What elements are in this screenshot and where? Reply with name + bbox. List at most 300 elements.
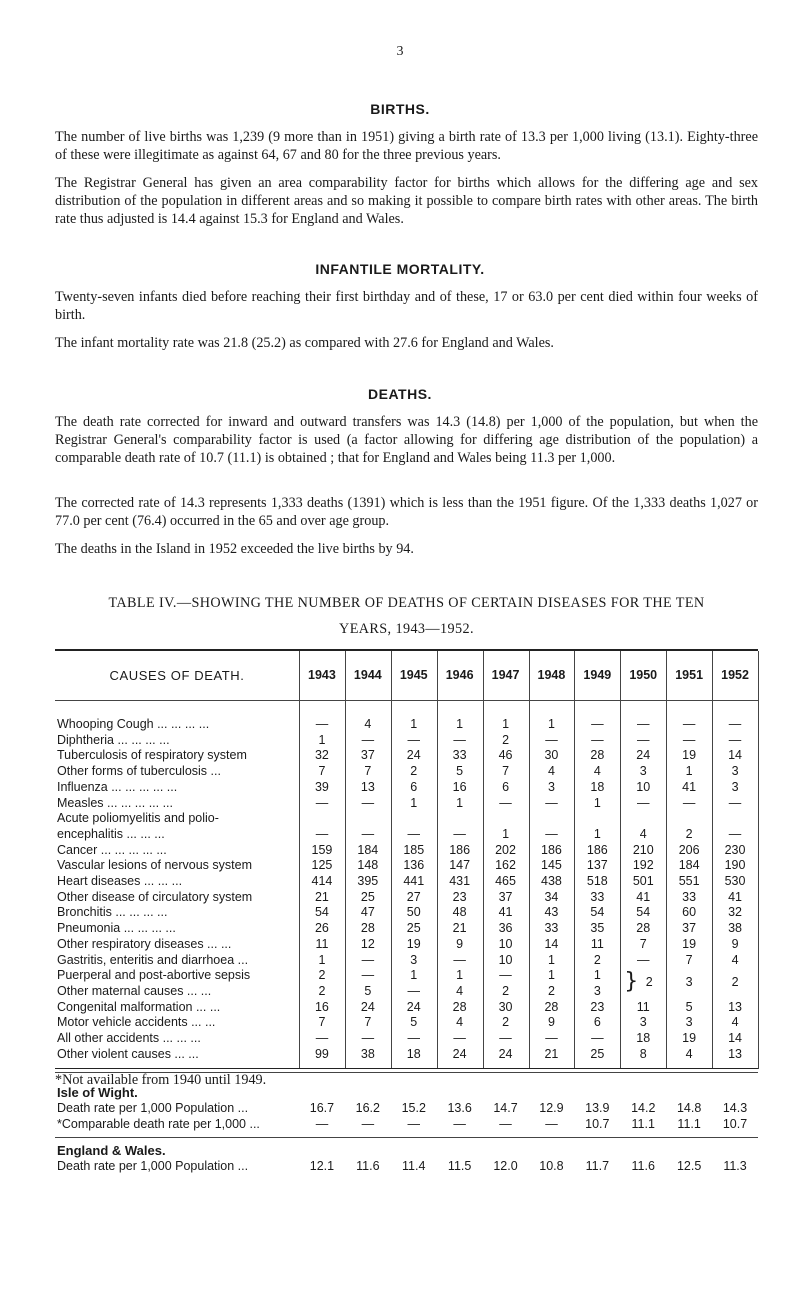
table-cell: 1 bbox=[547, 968, 555, 983]
table-cell: 12 bbox=[360, 936, 375, 951]
table-cell: 30 bbox=[498, 999, 513, 1014]
row-label: Influenza ... ... ... ... ... bbox=[57, 779, 178, 794]
table-cell: 3 bbox=[593, 983, 601, 998]
table-cell: 32 bbox=[728, 905, 742, 920]
table-cell: 10 bbox=[498, 952, 513, 967]
table-row bbox=[55, 921, 758, 937]
table-cell: — bbox=[728, 717, 742, 731]
year-header-1944: 1944 bbox=[353, 668, 382, 682]
table-cell: 35 bbox=[590, 921, 605, 936]
year-header-1947: 1947 bbox=[491, 668, 520, 682]
table-cell: 50 bbox=[406, 905, 421, 920]
table-row bbox=[55, 811, 758, 827]
table-cell: 18 bbox=[590, 779, 605, 794]
table-cell: 13.6 bbox=[447, 1101, 472, 1116]
table-row bbox=[55, 1047, 758, 1063]
table-cell: 2 bbox=[502, 983, 510, 998]
table-cell: — bbox=[636, 952, 650, 967]
table-cell: 4 bbox=[593, 764, 601, 779]
row-label: Measles ... ... ... ... ... bbox=[57, 795, 174, 810]
table-cell: 21 bbox=[452, 921, 467, 936]
table-cell: 210 bbox=[632, 842, 654, 857]
table-cell: 34 bbox=[544, 889, 559, 904]
table-cell: — bbox=[591, 732, 604, 747]
table-cell: 18 bbox=[406, 1046, 421, 1061]
table-cell: 230 bbox=[724, 842, 746, 857]
table-caption-line: YEARS, 1943—1952. bbox=[339, 621, 474, 637]
table-cell: 99 bbox=[314, 1046, 329, 1061]
table-cell: 19 bbox=[682, 936, 697, 951]
table-cell: 33 bbox=[544, 921, 559, 936]
table-cell: — bbox=[682, 795, 696, 810]
table-cell: 33 bbox=[452, 748, 467, 763]
table-cell: 4 bbox=[547, 764, 555, 779]
table-cell: — bbox=[499, 1117, 512, 1132]
table-cell: — bbox=[545, 826, 558, 841]
table-cell: 16 bbox=[452, 779, 467, 794]
table-cell: 13 bbox=[728, 999, 742, 1014]
table-cell: — bbox=[591, 1031, 604, 1045]
table-cell: 33 bbox=[590, 889, 605, 904]
table-cell: 1 bbox=[502, 826, 510, 841]
row-label: Tuberculosis of respiratory system bbox=[57, 748, 247, 763]
table-cell: 1 bbox=[593, 795, 601, 810]
table-cell: 28 bbox=[544, 999, 559, 1014]
table-cell: 5 bbox=[364, 983, 372, 998]
table-cell: 186 bbox=[541, 842, 562, 857]
table-cell: — bbox=[545, 795, 558, 810]
table-row bbox=[55, 1000, 758, 1016]
table-cell: 184 bbox=[678, 858, 700, 873]
table-cell: — bbox=[728, 732, 742, 747]
table-cell: 9 bbox=[731, 936, 739, 951]
table-cell: 1 bbox=[502, 717, 510, 731]
table-cell: — bbox=[407, 826, 420, 841]
table-cell: 14.8 bbox=[676, 1101, 702, 1116]
table-cell: 24 bbox=[636, 748, 651, 763]
table-cell: — bbox=[407, 983, 420, 998]
row-label: Cancer ... ... ... ... ... bbox=[57, 842, 167, 857]
births-heading: BIRTHS. bbox=[370, 101, 430, 117]
table-cell: 186 bbox=[586, 842, 608, 857]
table-cell: 1 bbox=[318, 732, 326, 747]
deaths-heading: DEATHS. bbox=[368, 386, 432, 402]
table-cell: — bbox=[453, 952, 466, 967]
row-label: Death rate per 1,000 Population ... bbox=[57, 1158, 249, 1173]
table-cell: 13 bbox=[360, 779, 375, 794]
table-row bbox=[55, 748, 758, 764]
year-header-1943: 1943 bbox=[308, 668, 336, 682]
table-cell: 41 bbox=[682, 779, 697, 794]
table-cell: 8 bbox=[639, 1046, 647, 1061]
table-cell: — bbox=[315, 1117, 329, 1132]
table-cell: 7 bbox=[364, 764, 372, 779]
table-cell: — bbox=[682, 717, 696, 731]
table-cell: 23 bbox=[452, 889, 467, 904]
table-cell: 21 bbox=[544, 1046, 559, 1061]
table-cell: 148 bbox=[357, 858, 379, 873]
table-cell: 9 bbox=[456, 936, 464, 951]
causes-header: CAUSES OF DEATH. bbox=[109, 668, 245, 683]
table-cell: — bbox=[545, 1117, 558, 1132]
table-cell: 10.7 bbox=[585, 1117, 610, 1132]
merge-brace: } bbox=[624, 969, 639, 995]
table-cell: 13 bbox=[728, 1046, 742, 1061]
table-cell: 24 bbox=[406, 748, 421, 763]
table-cell: 47 bbox=[360, 905, 375, 920]
table-cell: 2 bbox=[318, 968, 326, 983]
table-cell: 14 bbox=[728, 1031, 742, 1045]
table-cell: 2 bbox=[685, 826, 693, 841]
table-row bbox=[55, 796, 758, 812]
table-cell: 6 bbox=[593, 1015, 601, 1030]
table-cell: 159 bbox=[311, 842, 333, 857]
table-cell: 14.2 bbox=[631, 1101, 656, 1116]
table-cell: 11.5 bbox=[447, 1158, 472, 1173]
table-cell: 37 bbox=[682, 921, 697, 936]
table-cell: — bbox=[361, 732, 375, 747]
table-cell: 145 bbox=[541, 858, 562, 873]
row-label: *Comparable death rate per 1,000 ... bbox=[57, 1117, 260, 1132]
year-header-1948: 1948 bbox=[537, 668, 566, 682]
table-cell: 41 bbox=[728, 889, 742, 904]
row-label: Acute poliomyelitis and polio- bbox=[57, 811, 219, 826]
table-cell: 202 bbox=[495, 842, 516, 857]
table-cell: 7 bbox=[364, 1015, 372, 1030]
table-cell: 11.1 bbox=[677, 1117, 701, 1132]
births-paragraph: The Registrar General has given an area comparability factor for births which allows for the differing age and sex distribution of the population in different areas and so making it possible to compare birth rates with other areas. The birth rate thus adjusted is 14.4 against 15.3 for England and Wales. bbox=[55, 175, 758, 227]
table-cell: 1 bbox=[456, 717, 464, 731]
table-cell: 26 bbox=[314, 921, 329, 936]
table-cell: 4 bbox=[456, 1015, 464, 1030]
table-cell: 27 bbox=[406, 889, 421, 904]
table-cell: — bbox=[499, 1031, 512, 1045]
table-cell: 5 bbox=[456, 764, 464, 779]
table-cell: 5 bbox=[685, 999, 693, 1014]
table-cell: 21 bbox=[314, 889, 329, 904]
table-cell: 4 bbox=[731, 1015, 739, 1030]
table-cell: 11 bbox=[590, 936, 604, 951]
table-cell: 9 bbox=[547, 1015, 555, 1030]
table-cell: — bbox=[407, 1117, 420, 1132]
table-cell: 518 bbox=[586, 874, 608, 888]
table-cell: — bbox=[315, 826, 329, 841]
table-cell: 11.6 bbox=[631, 1158, 655, 1173]
row-label: All other accidents ... ... ... bbox=[57, 1031, 201, 1045]
table-cell: — bbox=[636, 717, 650, 731]
table-cell: 19 bbox=[682, 1031, 697, 1045]
column-divider bbox=[758, 651, 759, 1069]
table-cell: 11 bbox=[315, 936, 329, 951]
table-cell: 12.5 bbox=[676, 1158, 702, 1173]
table-row bbox=[55, 764, 758, 780]
year-header-1949: 1949 bbox=[583, 668, 612, 682]
merged-maternal-cell: 3 bbox=[685, 975, 693, 990]
table-row bbox=[55, 953, 758, 969]
table-cell: 530 bbox=[724, 874, 746, 888]
table-cell: 11.3 bbox=[723, 1158, 747, 1173]
merged-maternal-cell: 2 bbox=[645, 975, 653, 990]
table-cell: 13.9 bbox=[585, 1101, 610, 1116]
table-cell: — bbox=[361, 952, 375, 967]
table-cell: 1 bbox=[456, 795, 464, 810]
table-cell: 441 bbox=[403, 874, 425, 888]
births-paragraph: The number of live births was 1,239 (9 more than in 1951) giving a birth rate of 13.3 per 1,000 living (13.1). Eighty-three of these were illegitimate as against 64, 67 and 80 for the three previous years. bbox=[55, 129, 758, 163]
table-cell: — bbox=[407, 1031, 420, 1045]
table-cell: 48 bbox=[452, 905, 467, 920]
table-cell: — bbox=[361, 1031, 375, 1045]
table-cell: 136 bbox=[403, 858, 425, 873]
table-cell: 147 bbox=[449, 858, 471, 873]
table-caption bbox=[55, 590, 758, 642]
table-cell: 7 bbox=[639, 936, 647, 951]
table-cell: 14.3 bbox=[722, 1101, 748, 1116]
table-cell: 1 bbox=[547, 952, 555, 967]
table-cell: 41 bbox=[636, 889, 651, 904]
table-cell: 1 bbox=[410, 795, 418, 810]
table-cell: 7 bbox=[502, 764, 510, 779]
deaths-paragraph: The corrected rate of 14.3 represents 1,333 deaths (1391) which is less than the 1951 figure. Of the 1,333 deaths 1,027 or 77.0 per cent (76.4) occurred in the 65 and over age group. bbox=[55, 495, 758, 529]
table-cell: — bbox=[499, 968, 512, 983]
table-cell: 24 bbox=[452, 1046, 467, 1061]
table-cell: 54 bbox=[590, 905, 605, 920]
table-cell: 11.7 bbox=[585, 1158, 610, 1173]
table-cell: 37 bbox=[498, 889, 513, 904]
deaths-paragraph: The death rate corrected for inward and outward transfers was 14.3 (14.8) per 1,000 of the population, but when the Registrar General's comparability factor is used (a factor allowing for differing age distribution of the population) a comparable death rate of 10.7 (11.1) is obtained ; that for England and Wales being 11.3 per 1,000. bbox=[55, 414, 758, 466]
table-row bbox=[55, 1159, 758, 1175]
table-cell: 2 bbox=[502, 732, 510, 747]
row-label: Other maternal causes ... ... bbox=[57, 983, 212, 998]
table-cell: 206 bbox=[678, 842, 700, 857]
table-row bbox=[55, 780, 758, 796]
table-row bbox=[55, 890, 758, 906]
table-row bbox=[55, 717, 758, 733]
table-cell: 2 bbox=[318, 983, 326, 998]
row-label: Motor vehicle accidents ... ... bbox=[57, 1015, 216, 1030]
table-cell: 54 bbox=[636, 905, 651, 920]
row-label: Puerperal and post-abortive sepsis bbox=[57, 968, 251, 983]
table-cell: 11 bbox=[636, 999, 650, 1014]
table-cell: 14 bbox=[544, 936, 559, 951]
england-wales-heading: England & Wales. bbox=[57, 1142, 166, 1158]
table-cell: 7 bbox=[685, 952, 693, 967]
table-cell: 3 bbox=[731, 764, 739, 779]
table-cell: 11.6 bbox=[356, 1158, 380, 1173]
table-cell: — bbox=[361, 826, 375, 841]
table-cell: 28 bbox=[360, 921, 375, 936]
table-cell: — bbox=[453, 1031, 466, 1045]
year-header-1945: 1945 bbox=[399, 668, 428, 682]
table-cell: 3 bbox=[639, 764, 647, 779]
table-cell: 28 bbox=[636, 921, 651, 936]
table-cell: 192 bbox=[632, 858, 654, 873]
table-cell: 12.9 bbox=[539, 1101, 564, 1116]
table-cell: 60 bbox=[682, 905, 697, 920]
table-cell: 38 bbox=[728, 921, 742, 936]
table-cell: 24 bbox=[406, 999, 421, 1014]
table-cell: 25 bbox=[406, 921, 421, 936]
header-divider bbox=[55, 700, 758, 701]
table-cell: 37 bbox=[360, 748, 375, 763]
table-cell: 1 bbox=[547, 717, 555, 731]
table-cell: 10 bbox=[636, 779, 651, 794]
table-cell: 18 bbox=[636, 1031, 651, 1045]
table-cell: 125 bbox=[311, 858, 333, 873]
merged-maternal-cell: 2 bbox=[731, 975, 739, 990]
table-row bbox=[55, 1101, 758, 1117]
row-label: Congenital malformation ... ... bbox=[57, 999, 221, 1014]
table-row bbox=[55, 905, 758, 921]
table-cell: 12.1 bbox=[309, 1158, 335, 1173]
table-cell: — bbox=[361, 1117, 375, 1132]
table-cell: 28 bbox=[590, 748, 605, 763]
row-label: Other disease of circulatory system bbox=[57, 889, 253, 904]
table-cell: 16.7 bbox=[309, 1101, 335, 1116]
table-cell: — bbox=[315, 795, 329, 810]
section-divider bbox=[55, 1137, 758, 1138]
table-row bbox=[55, 1015, 758, 1031]
table-cell: 3 bbox=[685, 1015, 693, 1030]
table-cell: — bbox=[728, 826, 742, 841]
row-label: Other forms of tuberculosis ... bbox=[57, 764, 221, 779]
table-cell: 1 bbox=[685, 764, 693, 779]
table-cell: 7 bbox=[318, 764, 326, 779]
table-cell: 32 bbox=[314, 748, 329, 763]
table-cell: 39 bbox=[314, 779, 329, 794]
table-cell: 28 bbox=[452, 999, 467, 1014]
table-cell: — bbox=[361, 795, 375, 810]
table-cell: 10.8 bbox=[539, 1158, 564, 1173]
table-cell: 3 bbox=[410, 952, 418, 967]
table-cell: 431 bbox=[449, 874, 471, 888]
table-cell: — bbox=[315, 717, 329, 731]
table-cell: 186 bbox=[449, 842, 471, 857]
page-number: 3 bbox=[396, 44, 404, 59]
table-cell: — bbox=[682, 732, 696, 747]
table-cell: 4 bbox=[685, 1046, 693, 1061]
table-caption-line: TABLE IV.—SHOWING THE NUMBER OF DEATHS OF CERTAIN DISEASES FOR THE TEN bbox=[108, 595, 705, 611]
table-cell: 6 bbox=[502, 779, 510, 794]
table-cell: 6 bbox=[410, 779, 418, 794]
table-cell: 190 bbox=[724, 858, 746, 873]
row-label: Diphtheria ... ... ... ... bbox=[57, 732, 170, 747]
table-cell: 4 bbox=[456, 983, 464, 998]
table-cell: 10 bbox=[498, 936, 513, 951]
table-row bbox=[55, 827, 758, 843]
table-cell: 4 bbox=[364, 717, 372, 731]
table-cell: 2 bbox=[410, 764, 418, 779]
table-cell: 5 bbox=[410, 1015, 418, 1030]
table-cell: 11.4 bbox=[402, 1158, 426, 1173]
table-cell: 1 bbox=[593, 968, 601, 983]
table-cell: 30 bbox=[544, 748, 559, 763]
table-cell: 3 bbox=[731, 779, 739, 794]
year-header-1952: 1952 bbox=[721, 668, 749, 682]
table-cell: 2 bbox=[593, 952, 601, 967]
table-cell: 4 bbox=[731, 952, 739, 967]
table-cell: 33 bbox=[682, 889, 697, 904]
infantile-mortality-heading: INFANTILE MORTALITY. bbox=[315, 261, 485, 277]
year-header-1951: 1951 bbox=[675, 668, 704, 682]
table-footnote: *Not available from 1940 until 1949. bbox=[55, 1072, 267, 1088]
table-cell: 24 bbox=[498, 1046, 513, 1061]
table-cell: 2 bbox=[547, 983, 555, 998]
row-label: Other respiratory diseases ... ... bbox=[57, 936, 232, 951]
table-cell: 23 bbox=[590, 999, 605, 1014]
table-cell: 16.2 bbox=[355, 1101, 380, 1116]
table-cell: 501 bbox=[632, 874, 654, 888]
table-row bbox=[55, 843, 758, 859]
table-cell: — bbox=[453, 732, 466, 747]
table-cell: 162 bbox=[495, 858, 516, 873]
row-label: Pneumonia ... ... ... ... bbox=[57, 921, 176, 936]
table-cell: 19 bbox=[406, 936, 421, 951]
isle-of-wight-heading: Isle of Wight. bbox=[57, 1085, 138, 1101]
table-cell: 14 bbox=[728, 748, 742, 763]
table-cell: — bbox=[499, 795, 512, 810]
table-cell: — bbox=[315, 1031, 329, 1045]
table-cell: — bbox=[591, 717, 604, 731]
table-cell: 25 bbox=[360, 889, 375, 904]
table-cell: 15.2 bbox=[401, 1101, 426, 1116]
table-cell: — bbox=[545, 1031, 558, 1045]
table-cell: 414 bbox=[311, 874, 333, 888]
table-cell: 185 bbox=[403, 842, 425, 857]
row-label: Gastritis, enteritis and diarrhoea ... bbox=[57, 952, 249, 967]
table-cell: — bbox=[361, 968, 375, 983]
table-cell: 3 bbox=[547, 779, 555, 794]
table-cell: — bbox=[728, 795, 742, 810]
table-cell: — bbox=[636, 795, 650, 810]
table-cell: 46 bbox=[498, 748, 513, 763]
row-label: encephalitis ... ... ... bbox=[57, 826, 165, 841]
table-cell: — bbox=[545, 732, 558, 747]
table-cell: — bbox=[453, 1117, 466, 1132]
table-row bbox=[55, 1117, 758, 1133]
row-label: Whooping Cough ... ... ... ... bbox=[57, 717, 210, 731]
table-cell: 41 bbox=[498, 905, 513, 920]
table-cell: — bbox=[453, 826, 466, 841]
table-row bbox=[55, 874, 758, 890]
row-label: Bronchitis ... ... ... ... bbox=[57, 905, 168, 920]
table-bottom-border bbox=[55, 1068, 758, 1069]
table-cell: 1 bbox=[593, 826, 601, 841]
table-row bbox=[55, 937, 758, 953]
table-cell: 36 bbox=[498, 921, 513, 936]
table-cell: 14.7 bbox=[493, 1101, 518, 1116]
table-cell: — bbox=[636, 732, 650, 747]
table-cell: 10.7 bbox=[722, 1117, 748, 1132]
table-row bbox=[55, 733, 758, 749]
row-label: Heart diseases ... ... ... bbox=[57, 874, 183, 888]
row-label: Death rate per 1,000 Population ... bbox=[57, 1101, 249, 1116]
table-cell: 12.0 bbox=[493, 1158, 518, 1173]
table-cell: 2 bbox=[502, 1015, 510, 1030]
row-label: Vascular lesions of nervous system bbox=[57, 858, 252, 873]
table-cell: 4 bbox=[639, 826, 647, 841]
table-cell: 11.1 bbox=[631, 1117, 655, 1132]
infantile-paragraph: Twenty-seven infants died before reaching their first birthday and of these, 17 or 63.0 per cent died within four weeks of birth. bbox=[55, 289, 758, 323]
table-cell: 1 bbox=[410, 968, 418, 983]
table-cell: 19 bbox=[682, 748, 697, 763]
table-cell: 43 bbox=[544, 905, 559, 920]
table-cell: 465 bbox=[495, 874, 516, 888]
table-cell: 184 bbox=[357, 842, 379, 857]
infantile-paragraph: The infant mortality rate was 21.8 (25.2) as compared with 27.6 for England and Wales. bbox=[55, 335, 554, 351]
year-header-1946: 1946 bbox=[445, 668, 474, 682]
table-cell: 137 bbox=[586, 858, 608, 873]
table-cell: 1 bbox=[318, 952, 326, 967]
